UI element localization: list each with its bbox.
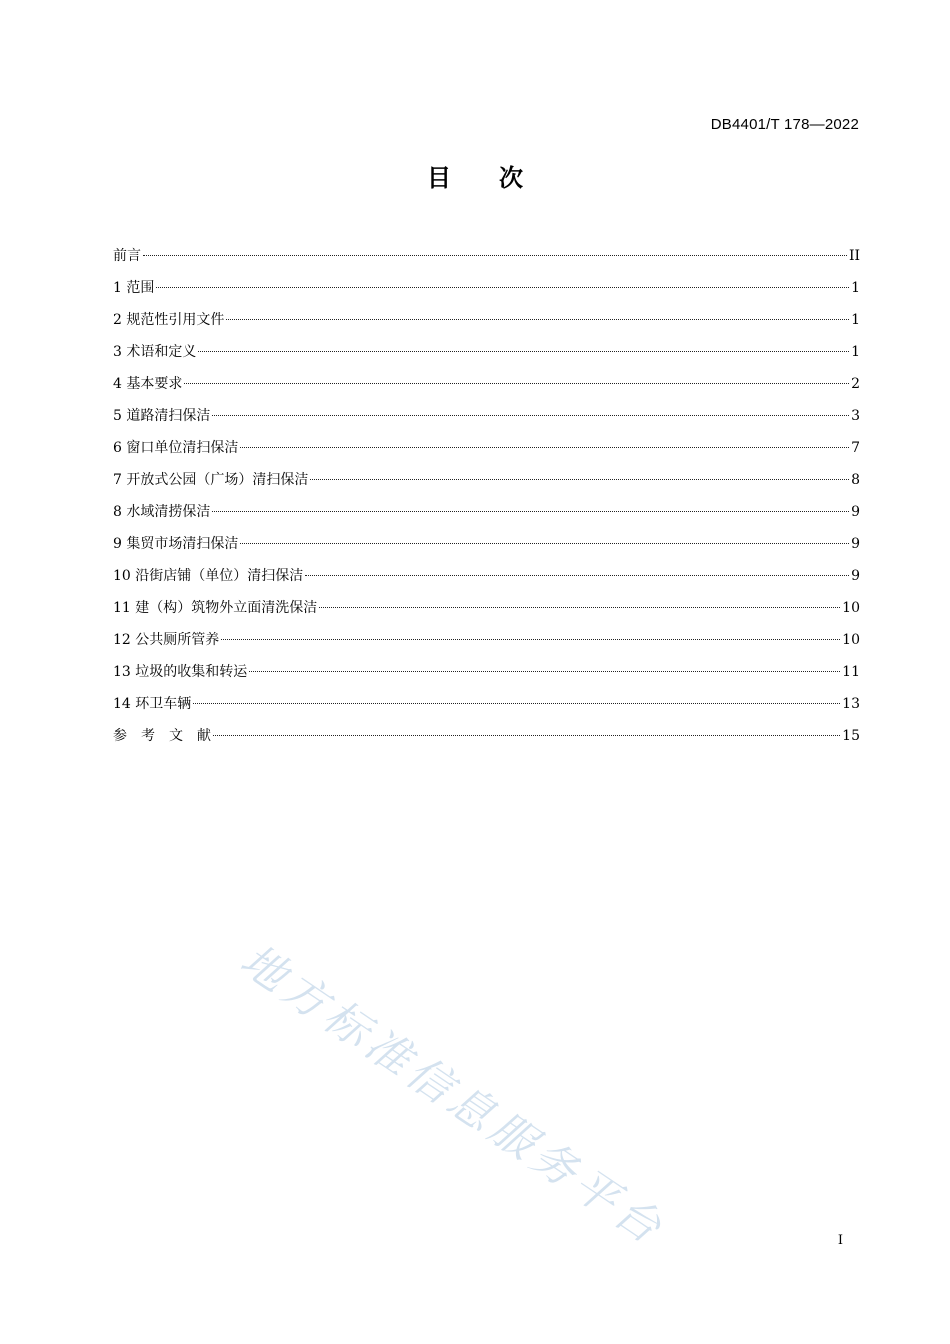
toc-entry-label: 10 沿街店铺（单位）清扫保洁 (113, 568, 304, 584)
toc-entry-label: 1 范围 (113, 280, 155, 296)
toc-entry[interactable] (113, 596, 860, 628)
toc-entry[interactable] (113, 500, 860, 532)
toc-entry[interactable] (113, 276, 860, 308)
toc-entry-page: 15 (842, 728, 860, 744)
page-number: I (837, 1233, 843, 1248)
watermark: 地方标准信息服务平台 (231, 934, 675, 1257)
toc-entry-label: 6 窗口单位清扫保洁 (113, 440, 239, 456)
toc-entry[interactable] (113, 468, 860, 500)
toc-leader-dots (319, 606, 840, 608)
toc-entry-label: 14 环卫车辆 (113, 696, 192, 712)
toc-entry-label: 2 规范性引用文件 (113, 312, 225, 328)
toc-entry-page: 9 (851, 568, 860, 584)
toc-leader-dots (226, 318, 849, 320)
toc-entry[interactable] (113, 660, 860, 692)
toc-entry-page: 2 (851, 376, 860, 392)
toc-leader-dots (198, 350, 849, 352)
toc-entry-page: 9 (851, 536, 860, 552)
toc-entry[interactable] (113, 628, 860, 660)
toc-leader-dots (212, 510, 849, 512)
toc-leader-dots (249, 670, 840, 672)
toc-entry-page: 8 (851, 472, 860, 488)
toc-entry-label: 4 基本要求 (113, 376, 183, 392)
toc-entry[interactable] (113, 340, 860, 372)
toc-leader-dots (213, 734, 840, 736)
toc-entry-page: 11 (842, 664, 860, 680)
toc-entry[interactable] (113, 564, 860, 596)
toc-entry-label: 8 水域清捞保洁 (113, 504, 211, 520)
toc-entry[interactable] (113, 692, 860, 724)
toc-entry-page: 9 (851, 504, 860, 520)
toc-entry-label: 13 垃圾的收集和转运 (113, 664, 248, 680)
toc-leader-dots (240, 446, 849, 448)
toc-entry-label: 7 开放式公园（广场）清扫保洁 (113, 472, 309, 488)
toc-entry-page: 1 (851, 312, 860, 328)
toc-entry-page: 1 (851, 344, 860, 360)
toc-leader-dots (193, 702, 840, 704)
toc-entry-label: 3 术语和定义 (113, 344, 197, 360)
toc-entry-label: 9 集贸市场清扫保洁 (113, 536, 239, 552)
toc-leader-dots (156, 286, 849, 288)
toc-entry[interactable] (113, 532, 860, 564)
toc-entry[interactable] (113, 436, 860, 468)
toc-entry-page: 13 (842, 696, 860, 712)
toc-entry[interactable] (113, 372, 860, 404)
toc-entry-page: 1 (851, 280, 860, 296)
table-of-contents (113, 244, 860, 756)
toc-entry-page: II (848, 248, 860, 264)
toc-entry-label: 5 道路清扫保洁 (113, 408, 211, 424)
toc-entry[interactable] (113, 404, 860, 436)
toc-leader-dots (310, 478, 849, 480)
toc-entry-page: 10 (842, 632, 860, 648)
toc-entry-page: 7 (851, 440, 860, 456)
toc-leader-dots (212, 414, 849, 416)
page-title: 目 次 (427, 164, 523, 192)
toc-entry-label: 前言 (113, 248, 141, 264)
toc-entry-page: 10 (842, 600, 860, 616)
toc-entry-label: 参 考 文 献 (113, 728, 211, 744)
toc-entry-page: 3 (851, 408, 860, 424)
toc-leader-dots (240, 542, 849, 544)
toc-leader-dots (305, 574, 849, 576)
toc-leader-dots (184, 382, 849, 384)
toc-leader-dots (221, 638, 840, 640)
toc-entry[interactable] (113, 244, 860, 276)
toc-entry[interactable] (113, 308, 860, 340)
toc-entry-label: 11 建（构）筑物外立面清洗保洁 (113, 600, 318, 616)
toc-entry[interactable] (113, 724, 860, 756)
toc-entry-label: 12 公共厕所管养 (113, 632, 220, 648)
toc-leader-dots (143, 254, 847, 256)
standard-code: DB4401/T 178—2022 (710, 116, 859, 133)
